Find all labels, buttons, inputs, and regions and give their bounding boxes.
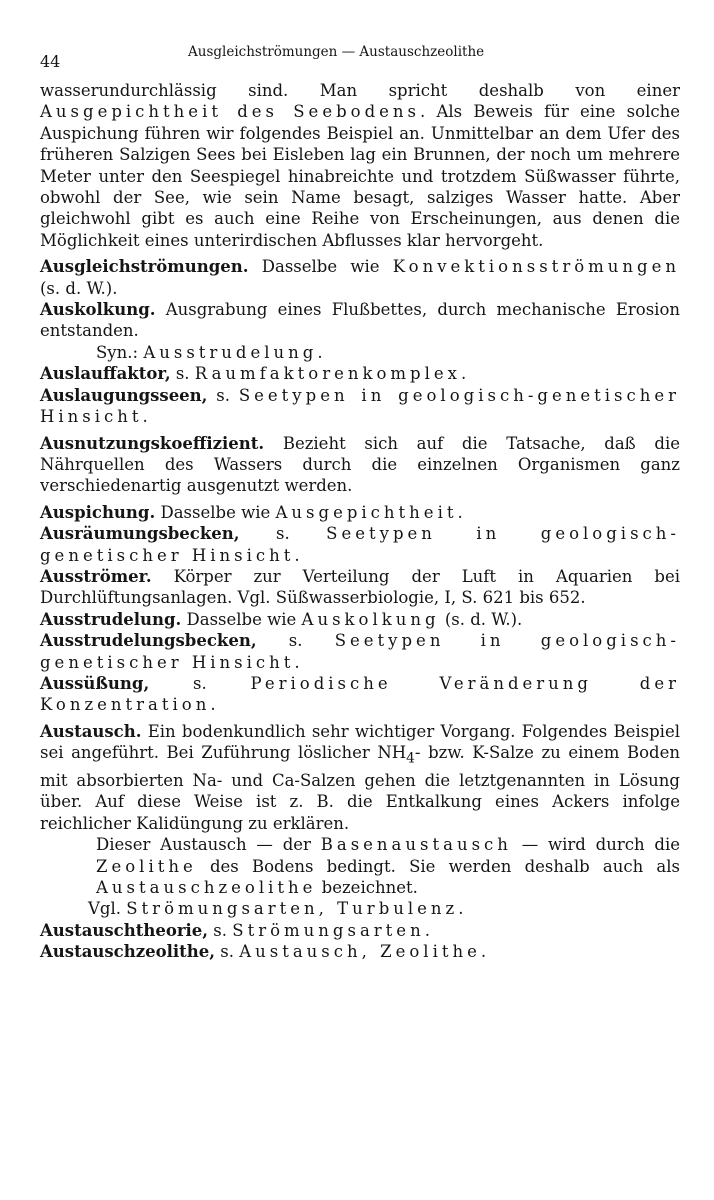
entry-auskolkung: Auskolkung. Ausgrabung eines Flußbettes, durch mechanische Erosion entstanden.: [40, 300, 680, 341]
entry-ausstrudelungsbecken: Ausstrudelungsbecken, s. Seetypen in geologisch-genetischer Hinsicht.: [40, 631, 680, 672]
entry-austausch-see-also: Vgl. Strömungsarten, Turbulenz.: [88, 899, 464, 919]
page-body: [40, 80, 680, 963]
continuation-paragraph: wasserundurchlässig sind. Man spricht deshalb von einer Ausgepichtheit des Seebodens. Als Beweis für eine solche Auspichung führen wir folgendes Beispiel an. Unmittelbar an dem Ufer des früheren Salzigen Sees bei Eisleben lag ein Brunnen, der noch um mehrere Meter unter den Seespiegel hinabreichte und trotzdem Süßwasser führte, obwohl der See, wie sein Name besagt, salziges Wasser hatte. Aber gleichwohl gibt es auch eine Reihe von Erscheinungen, aus denen die Möglichkeit eines unterirdischen Abflusses klar hervorgeht.: [40, 81, 680, 250]
page-header: [40, 44, 680, 70]
entry-austauschzeolithe: Austauschzeolithe, s. Austausch, Zeolithe.: [40, 942, 487, 962]
entry-ausstroemer: Ausströmer. Körper zur Verteilung der Luft in Aquarien bei Durchlüftungsanlagen. Vgl. Süßwasserbiologie, I, S. 621 bis 652.: [40, 566, 680, 608]
page-number: 44: [40, 52, 61, 71]
entry-aussuessung: Aussüßung, s. Periodische Veränderung der Konzentration.: [40, 673, 680, 715]
entry-auspichung: Auspichung. Dasselbe wie Ausgepichtheit.: [40, 502, 463, 522]
entry-auslaugungsseen: Auslaugungsseen, s. Seetypen in geologisch-genetischer Hinsicht.: [40, 385, 681, 427]
entry-ausgleichstroemungen: Ausgleichströmungen. Dasselbe wie Konvektionsströmungen (s. d. W.).: [40, 257, 680, 298]
entry-austausch: Austausch. Ein bodenkundlich sehr wichtiger Vorgang. Folgendes Beispiel sei angeführt. Bei Zuführung löslicher $NH_4-$ bzw. K-Salze zu einem Boden mit absorbierten Na- und Ca-Salzen gehen die letztgenannten in Lösung über. Auf diese Weise ist z. B. die Entkalkung eines Ackers infolge reichlicher Kalidüngung zu erklären.: [40, 721, 680, 833]
entry-austausch-paragraph-2: Dieser Austausch — der Basenaustausch — wird durch die Zeolithe des Bodens bedingt. Sie werden deshalb auch als Austauschzeolithe bezeichnet.: [96, 835, 680, 897]
entry-austauschtheorie: Austauschtheorie, s. Strömungsarten.: [40, 920, 430, 940]
entry-auslauffaktor: Auslauffaktor, s. Raumfaktorenkomplex.: [40, 364, 467, 384]
entry-ausnutzungskoeffizient: Ausnutzungskoeffizient. Bezieht sich auf die Tatsache, daß die Nährquellen des Wassers durch die einzelnen Organismen ganz verschiedenartig ausgenutzt werden.: [40, 433, 680, 496]
running-title: Ausgleichströmungen — Austauschzeolithe: [188, 44, 485, 60]
entry-ausraeumungsbecken: Ausräumungsbecken, s. Seetypen in geologisch-genetischer Hinsicht.: [40, 524, 680, 565]
entry-auskolkung-synonym: Syn.: Ausstrudelung.: [96, 342, 323, 362]
entry-ausstrudelung: Ausstrudelung. Dasselbe wie Auskolkung (s. d. W.).: [40, 609, 523, 629]
